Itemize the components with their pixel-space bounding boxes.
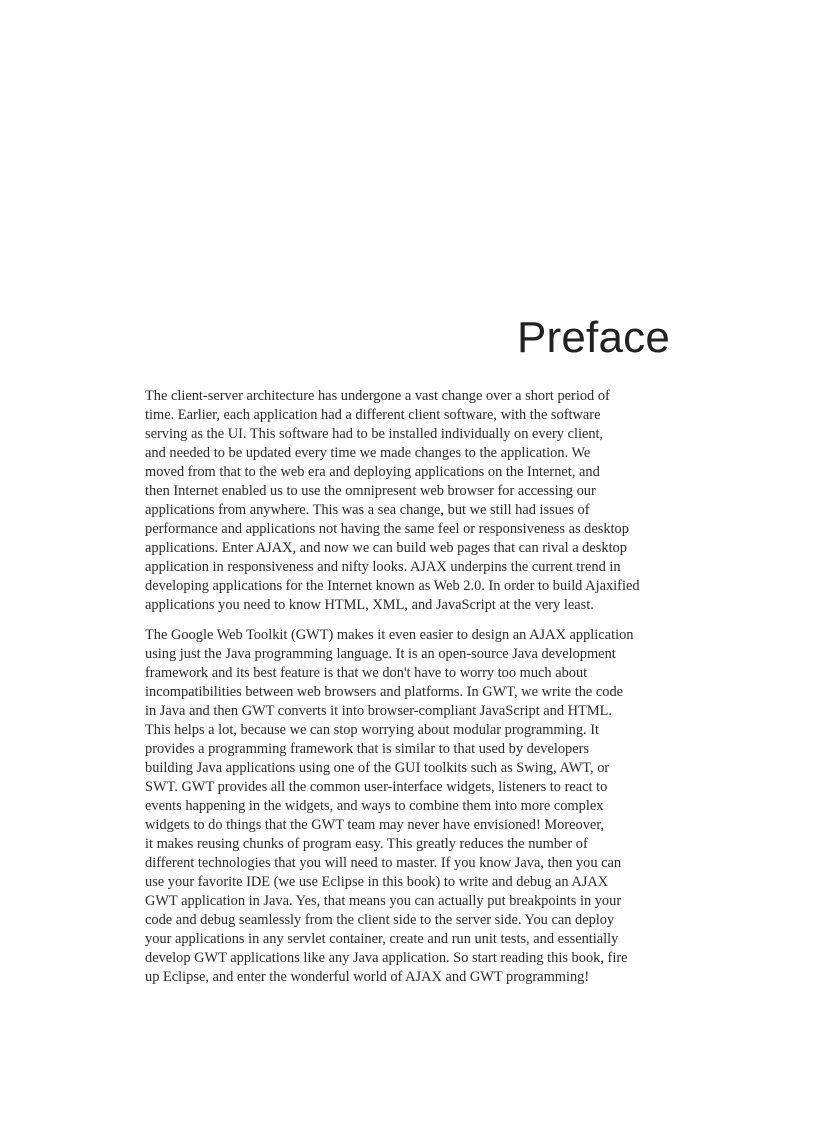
text-line: SWT. GWT provides all the common user-interface widgets, listeners to react to bbox=[145, 779, 608, 795]
text-line: then Internet enabled us to use the omnipresent web browser for accessing our bbox=[145, 483, 596, 499]
text-line: applications from anywhere. This was a sea change, but we still had issues of bbox=[145, 502, 590, 518]
text-line: using just the Java programming language. It is an open-source Java development bbox=[145, 646, 616, 662]
paragraph-1 bbox=[145, 387, 672, 615]
text-line: applications you need to know HTML, XML, and JavaScript at the very least. bbox=[145, 597, 594, 613]
text-line: developing applications for the Internet known as Web 2.0. In order to build Ajaxified bbox=[145, 578, 640, 594]
paragraph-2 bbox=[145, 626, 672, 987]
text-line: time. Earlier, each application had a different client software, with the software bbox=[145, 407, 601, 423]
text-line: This helps a lot, because we can stop worrying about modular programming. It bbox=[145, 722, 599, 738]
text-line: your applications in any servlet container, create and run unit tests, and essentially bbox=[145, 931, 619, 947]
text-line: GWT application in Java. Yes, that means you can actually put breakpoints in your bbox=[145, 893, 622, 909]
text-line: it makes reusing chunks of program easy. This greatly reduces the number of bbox=[145, 836, 588, 852]
text-line: use your favorite IDE (we use Eclipse in this book) to write and debug an AJAX bbox=[145, 874, 609, 890]
text-line: framework and its best feature is that we don't have to worry too much about bbox=[145, 665, 588, 681]
text-line: widgets to do things that the GWT team may never have envisioned! Moreover, bbox=[145, 817, 605, 833]
text-line: events happening in the widgets, and ways to combine them into more complex bbox=[145, 798, 604, 814]
text-line: code and debug seamlessly from the client side to the server side. You can deploy bbox=[145, 912, 615, 928]
text-line: moved from that to the web era and deploying applications on the Internet, and bbox=[145, 464, 600, 480]
text-line: The client-server architecture has undergone a vast change over a short period of bbox=[145, 388, 610, 404]
text-line: performance and applications not having the same feel or responsiveness as desktop bbox=[145, 521, 629, 537]
text-line: incompatibilities between web browsers and platforms. In GWT, we write the code bbox=[145, 684, 624, 700]
text-line: up Eclipse, and enter the wonderful world of AJAX and GWT programming! bbox=[145, 969, 590, 985]
text-line: serving as the UI. This software had to be installed individually on every client, bbox=[145, 426, 604, 442]
text-line: The Google Web Toolkit (GWT) makes it even easier to design an AJAX application bbox=[145, 627, 634, 643]
text-line: develop GWT applications like any Java application. So start reading this book, fire bbox=[145, 950, 628, 966]
text-line: applications. Enter AJAX, and now we can build web pages that can rival a desktop bbox=[145, 540, 627, 556]
text-line: building Java applications using one of the GUI toolkits such as Swing, AWT, or bbox=[145, 760, 610, 776]
text-line: application in responsiveness and nifty looks. AJAX underpins the current trend in bbox=[145, 559, 621, 575]
text-line: provides a programming framework that is similar to that used by developers bbox=[145, 741, 590, 757]
chapter-title: Preface bbox=[516, 313, 670, 362]
text-line: in Java and then GWT converts it into browser-compliant JavaScript and HTML. bbox=[145, 703, 613, 719]
text-line: and needed to be updated every time we made changes to the application. We bbox=[145, 445, 591, 461]
text-line: different technologies that you will need to master. If you know Java, then you can bbox=[145, 855, 622, 871]
chapter-body bbox=[145, 387, 672, 998]
